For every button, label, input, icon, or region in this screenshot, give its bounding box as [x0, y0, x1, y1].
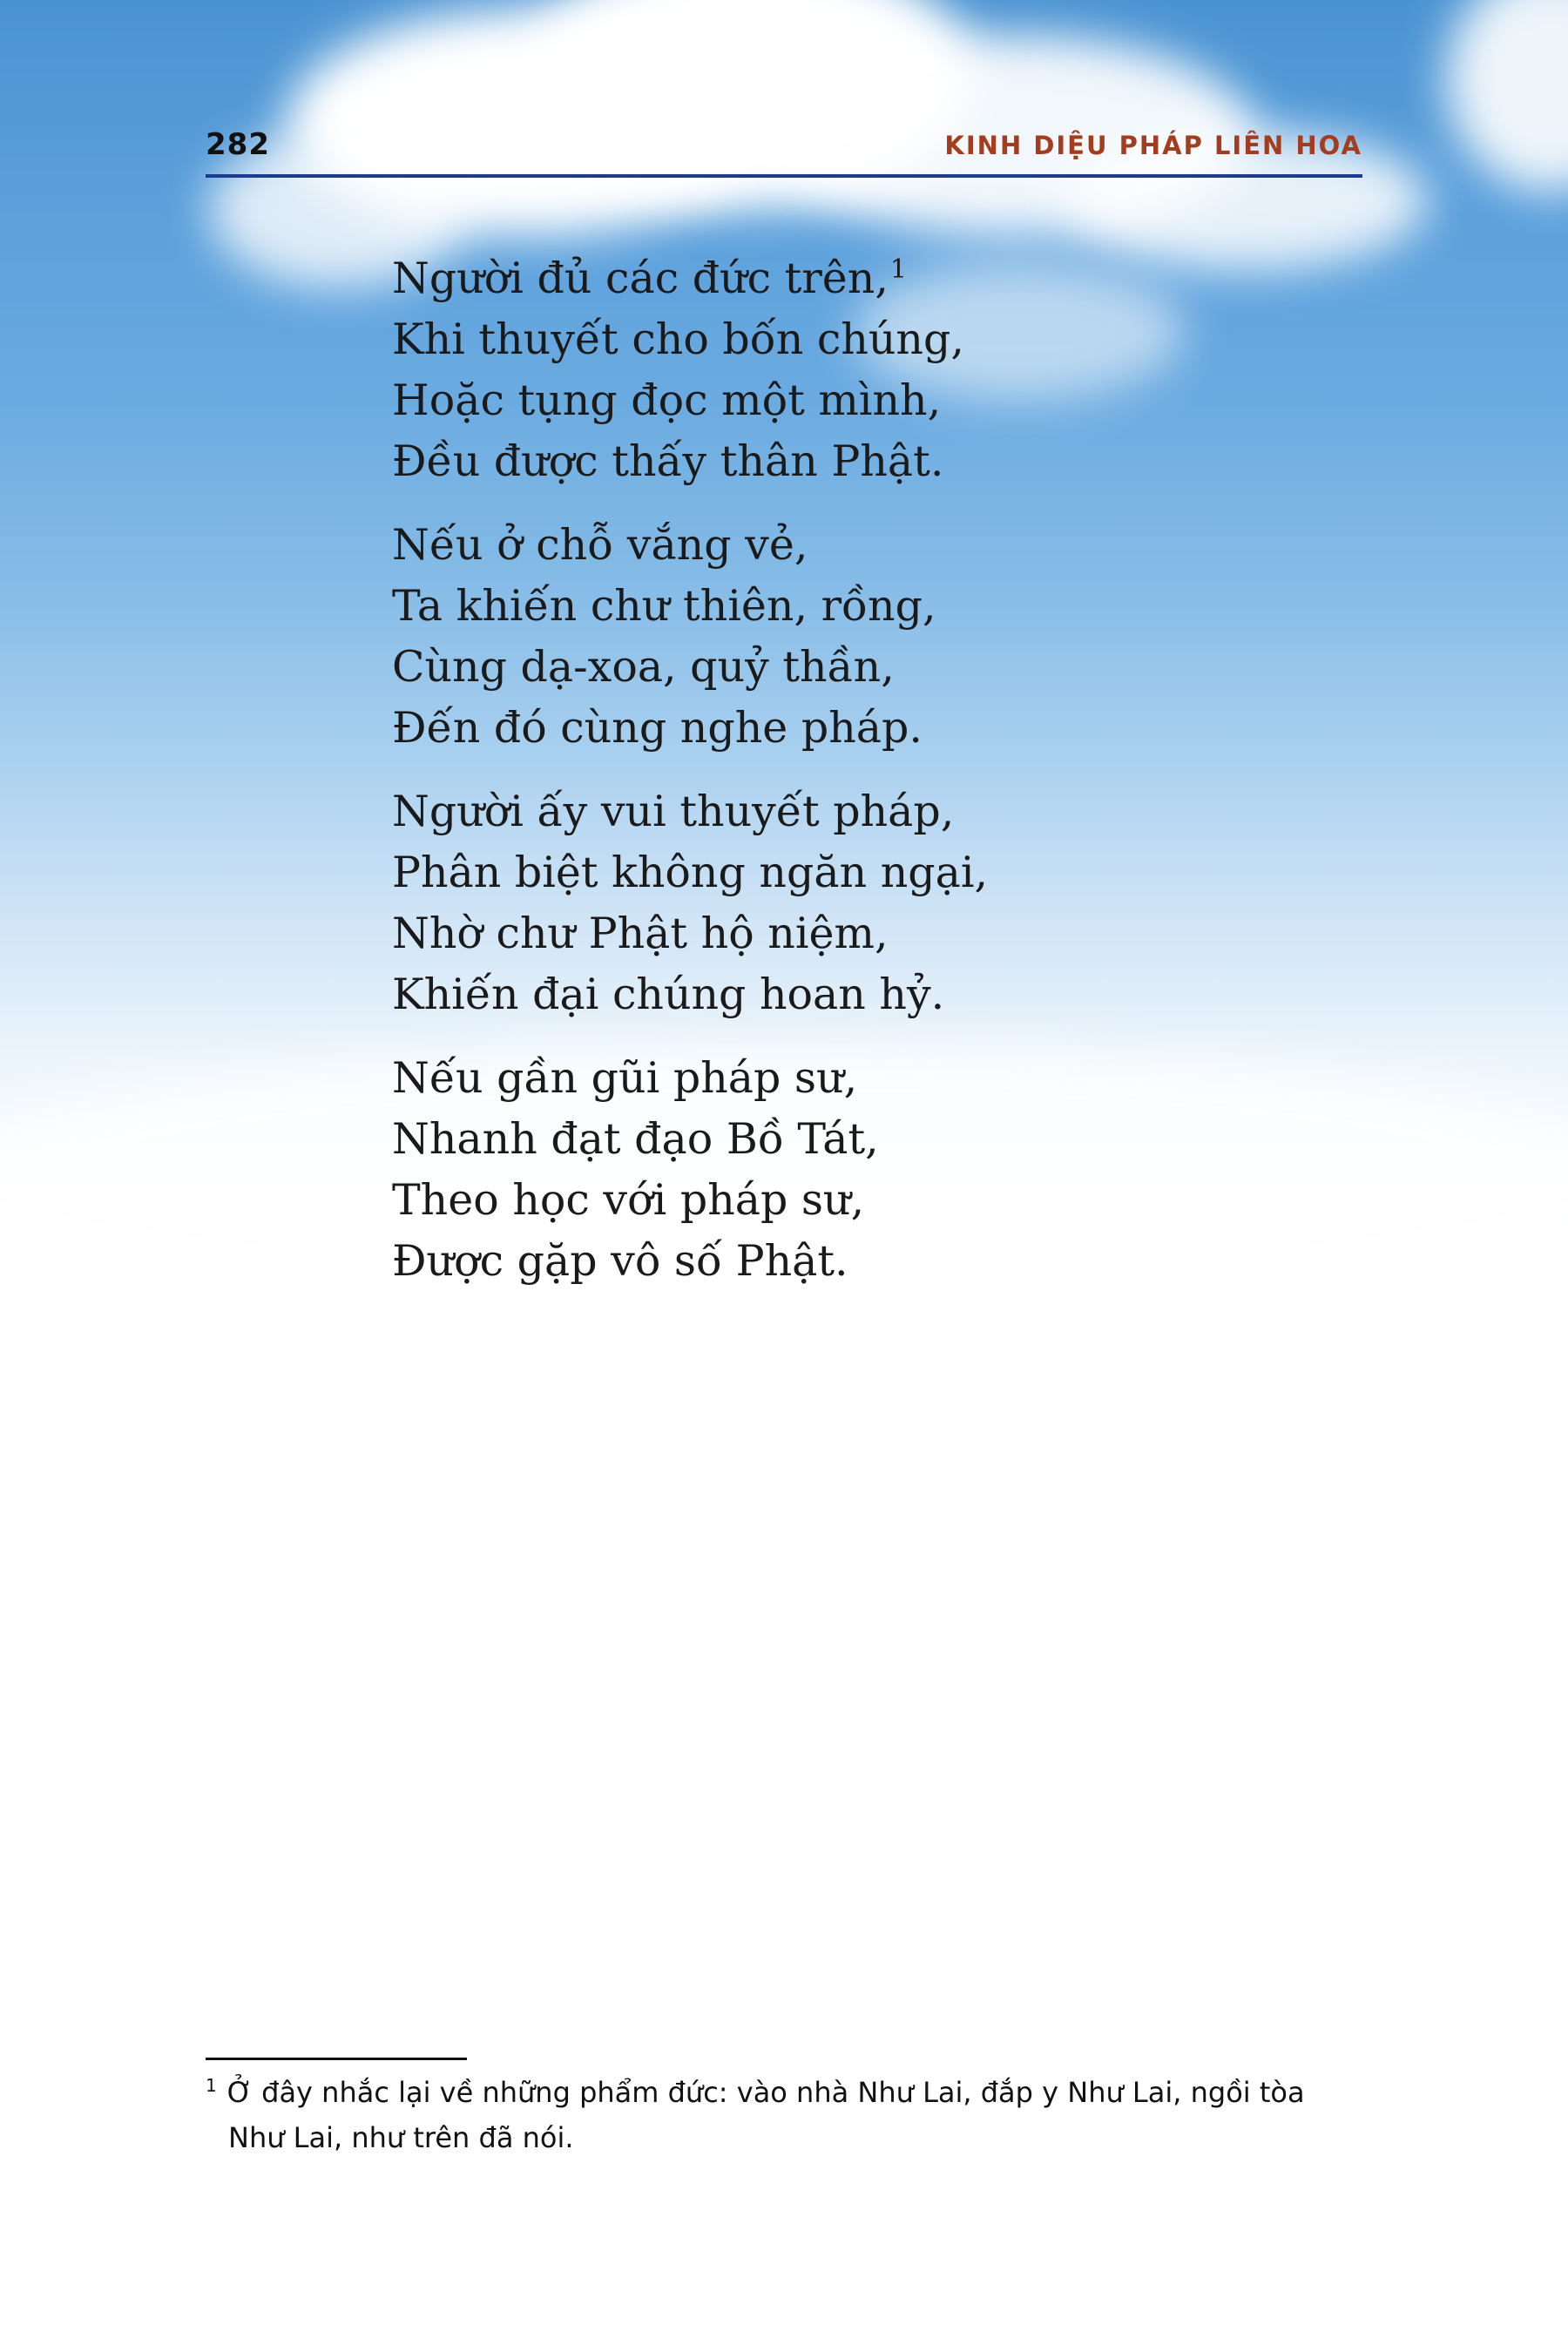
poem-line: Người ấy vui thuyết pháp, — [392, 787, 955, 836]
footnote — [206, 2070, 1373, 2160]
stanza — [392, 781, 1263, 1025]
page-number: 282 — [206, 127, 270, 162]
poem-line: Đều được thấy thân Phật. — [392, 436, 944, 486]
stanza — [392, 515, 1263, 759]
poem-line: Khi thuyết cho bốn chúng, — [392, 314, 964, 364]
footnote-text: Ở đây nhắc lại về những phẩm đức: vào nhà Như Lai, đắp y Như Lai, ngồi tòa — [226, 2076, 1305, 2109]
poem-line: Nếu gần gũi pháp sư, — [392, 1053, 858, 1103]
poem-line: Hoặc tụng đọc một mình, — [392, 375, 942, 425]
stanza — [392, 1048, 1263, 1292]
poem-line: Người đủ các đức trên,$^1$ — [392, 253, 908, 303]
footnote-reference[interactable]: 1 — [889, 253, 908, 285]
poem-line: Được gặp vô số Phật. — [392, 1236, 848, 1286]
footnote-marker: 1 — [206, 2075, 217, 2097]
footnote-line: Như Lai, như trên đã nói. — [228, 2121, 574, 2154]
poem-line: Đến đó cùng nghe pháp. — [392, 703, 923, 753]
footnote-rule — [206, 2058, 467, 2060]
stanza — [392, 248, 1263, 492]
poem-line: Ta khiến chư thiên, rồng, — [392, 581, 936, 631]
poem — [392, 248, 1263, 1315]
poem-line: Nếu ở chỗ vắng vẻ, — [392, 520, 808, 570]
poem-line: Nhanh đạt đạo Bồ Tát, — [392, 1114, 879, 1164]
poem-line: Theo học với pháp sư, — [392, 1175, 865, 1225]
poem-line: Phân biệt không ngăn ngại, — [392, 848, 989, 897]
poem-line: Khiến đại chúng hoan hỷ. — [392, 970, 945, 1019]
poem-line: Nhờ chư Phật hộ niệm, — [392, 909, 889, 958]
cloud — [1446, 0, 1568, 192]
running-title: KINH DIỆU PHÁP LIÊN HOA — [944, 131, 1362, 160]
page-header — [206, 125, 1362, 178]
header-rule — [206, 174, 1362, 178]
poem-line: Cùng dạ-xoa, quỷ thần, — [392, 642, 895, 692]
footnote-line — [206, 2070, 1373, 2115]
